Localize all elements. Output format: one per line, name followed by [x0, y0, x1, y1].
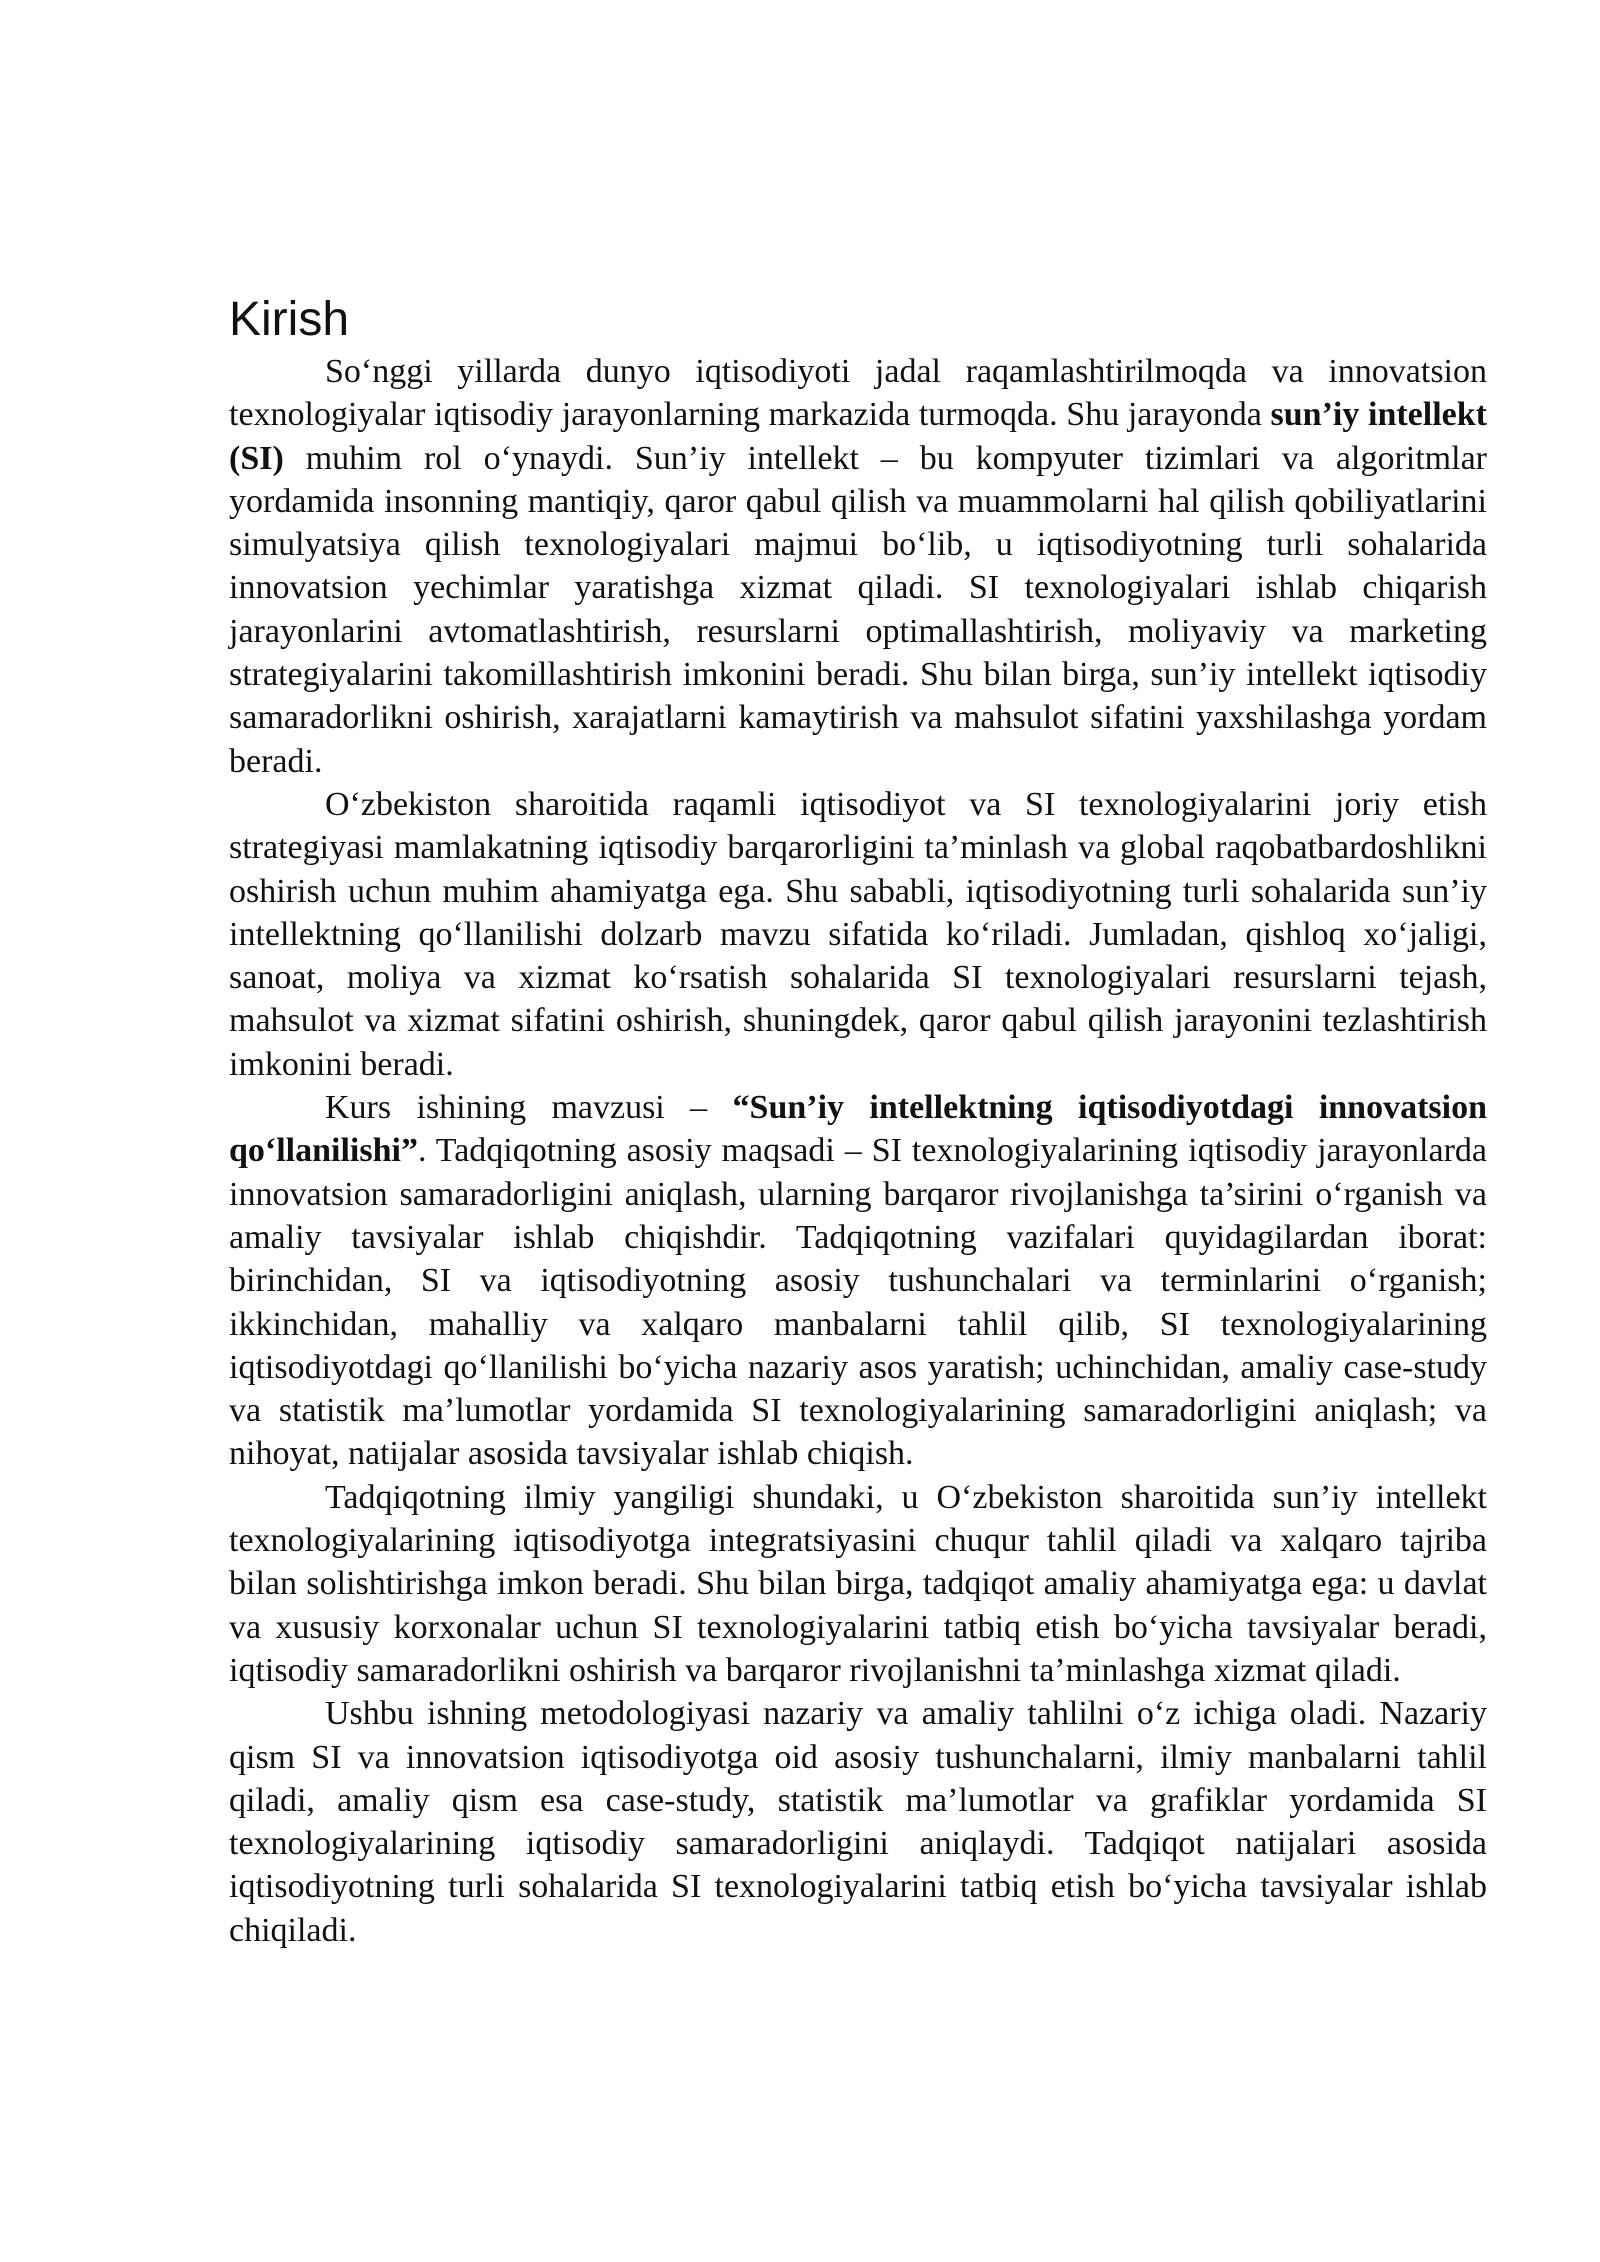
paragraph-text: . Tadqiqotning asosiy maqsadi – SI texnologiyalarining iqtisodiy jarayonlarda innovatsion samaradorligini aniqlash, ularning barqaror rivojlanishga ta’sirini o‘rganish va amaliy tavsiyalar ishlab chiqishdir. Tadqiqotning vazifalari quyidagilardan iborat: birinchidan, SI va iqtisodiyotning asosiy tushunchalari va terminlarini o‘rganish; ikkinchidan, mahalliy va xalqaro manbalarni tahlil qilib, SI texnologiyalarining iqtisodiyotdagi qo‘llanilishi bo‘yicha nazariy asos yaratish; uchinchidan, amaliy case-study va statistik ma’lumotlar yordamida SI texnologiyalarining samaradorligini aniqlash; va nihoyat, natijalar asosida tavsiyalar ishlab chiqish. [229, 1132, 1487, 1473]
paragraph-intro [229, 350, 1487, 783]
paragraph-text: Kurs ishining mavzusi – [325, 1089, 733, 1127]
bold-topic-title: “Sun’iy intellektning iqtisodiyotdagi innovatsion qo‘llanilishi” [229, 1089, 1487, 1170]
paragraph-text: muhim rol o‘ynaydi. Sun’iy intellekt – bu kompyuter tizimlari va algoritmlar yordamida insonning mantiqiy, qaror qabul qilish va muammolarni hal qilish qobiliyatlarini simulyatsiya qilish texnologiyalari majmui bo‘lib, u iqtisodiyotning turli sohalarida innovatsion yechimlar yaratishga xizmat qiladi. SI texnologiyalari ishlab chiqarish jarayonlarini avtomatlashtirish, resurslarni optimallashtirish, moliyaviy va marketing strategiyalarini takomillashtirish imkonini beradi. Shu bilan birga, sun’iy intellekt iqtisodiy samaradorlikni oshirish, xarajatlarni kamaytirish va mahsulot sifatini yaxshilashga yordam beradi. [229, 439, 1487, 780]
paragraph-text: Ushbu ishning metodologiyasi nazariy va amaliy tahlilni o‘z ichiga oladi. Nazariy qism SI va innovatsion iqtisodiyotga oid asosiy tushunchalarni, ilmiy manbalarni tahlil qiladi, amaliy qism esa case-study, statistik ma’lumotlar va grafiklar yordamida SI texnologiyalarining iqtisodiy samaradorligini aniqlaydi. Tadqiqot natijalari asosida iqtisodiyotning turli sohalarida SI texnologiyalarini tatbiq etish bo‘yicha tavsiyalar ishlab chiqiladi. [229, 1695, 1487, 1949]
paragraph-methodology [229, 1692, 1487, 1952]
section-heading: Kirish [229, 293, 350, 346]
paragraph-uzbekistan-context [229, 783, 1487, 1086]
document-page [229, 290, 1487, 1952]
paragraph-text: Tadqiqotning ilmiy yangiligi shundaki, u O‘zbekiston sharoitida sun’iy intellekt texnologiyalarining iqtisodiyotga integratsiyasini chuqur tahlil qiladi va xalqaro tajriba bilan solishtirishga imkon beradi. Shu bilan birga, tadqiqot amaliy ahamiyatga ega: u davlat va xususiy korxonalar uchun SI texnologiyalarini tatbiq etish bo‘yicha tavsiyalar beradi, iqtisodiy samaradorlikni oshirish va barqaror rivojlanishni ta’minlashga xizmat qiladi. [229, 1478, 1487, 1689]
paragraph-course-topic [229, 1086, 1487, 1476]
paragraph-scientific-novelty [229, 1476, 1487, 1692]
paragraph-text: So‘nggi yillarda dunyo iqtisodiyoti jadal raqamlashtirilmoqda va innovatsion texnologiyalar iqtisodiy jarayonlarning markazida turmoqda. Shu jarayonda [229, 353, 1487, 434]
bold-term: sun’iy intellekt (SI) [229, 396, 1487, 477]
paragraph-text: O‘zbekiston sharoitida raqamli iqtisodiyot va SI texnologiyalarini joriy etish strategiyasi mamlakatning iqtisodiy barqarorligini ta’minlash va global raqobatbardoshlikni oshirish uchun muhim ahamiyatga ega. Shu sababli, iqtisodiyotning turli sohalarida sun’iy intellektning qo‘llanilishi dolzarb mavzu sifatida ko‘riladi. Jumladan, qishloq xo‘jaligi, sanoat, moliya va xizmat ko‘rsatish sohalarida SI texnologiyalari resurslarni tejash, mahsulot va xizmat sifatini oshirish, shuningdek, qaror qabul qilish jarayonini tezlashtirish imkonini beradi. [229, 785, 1487, 1083]
